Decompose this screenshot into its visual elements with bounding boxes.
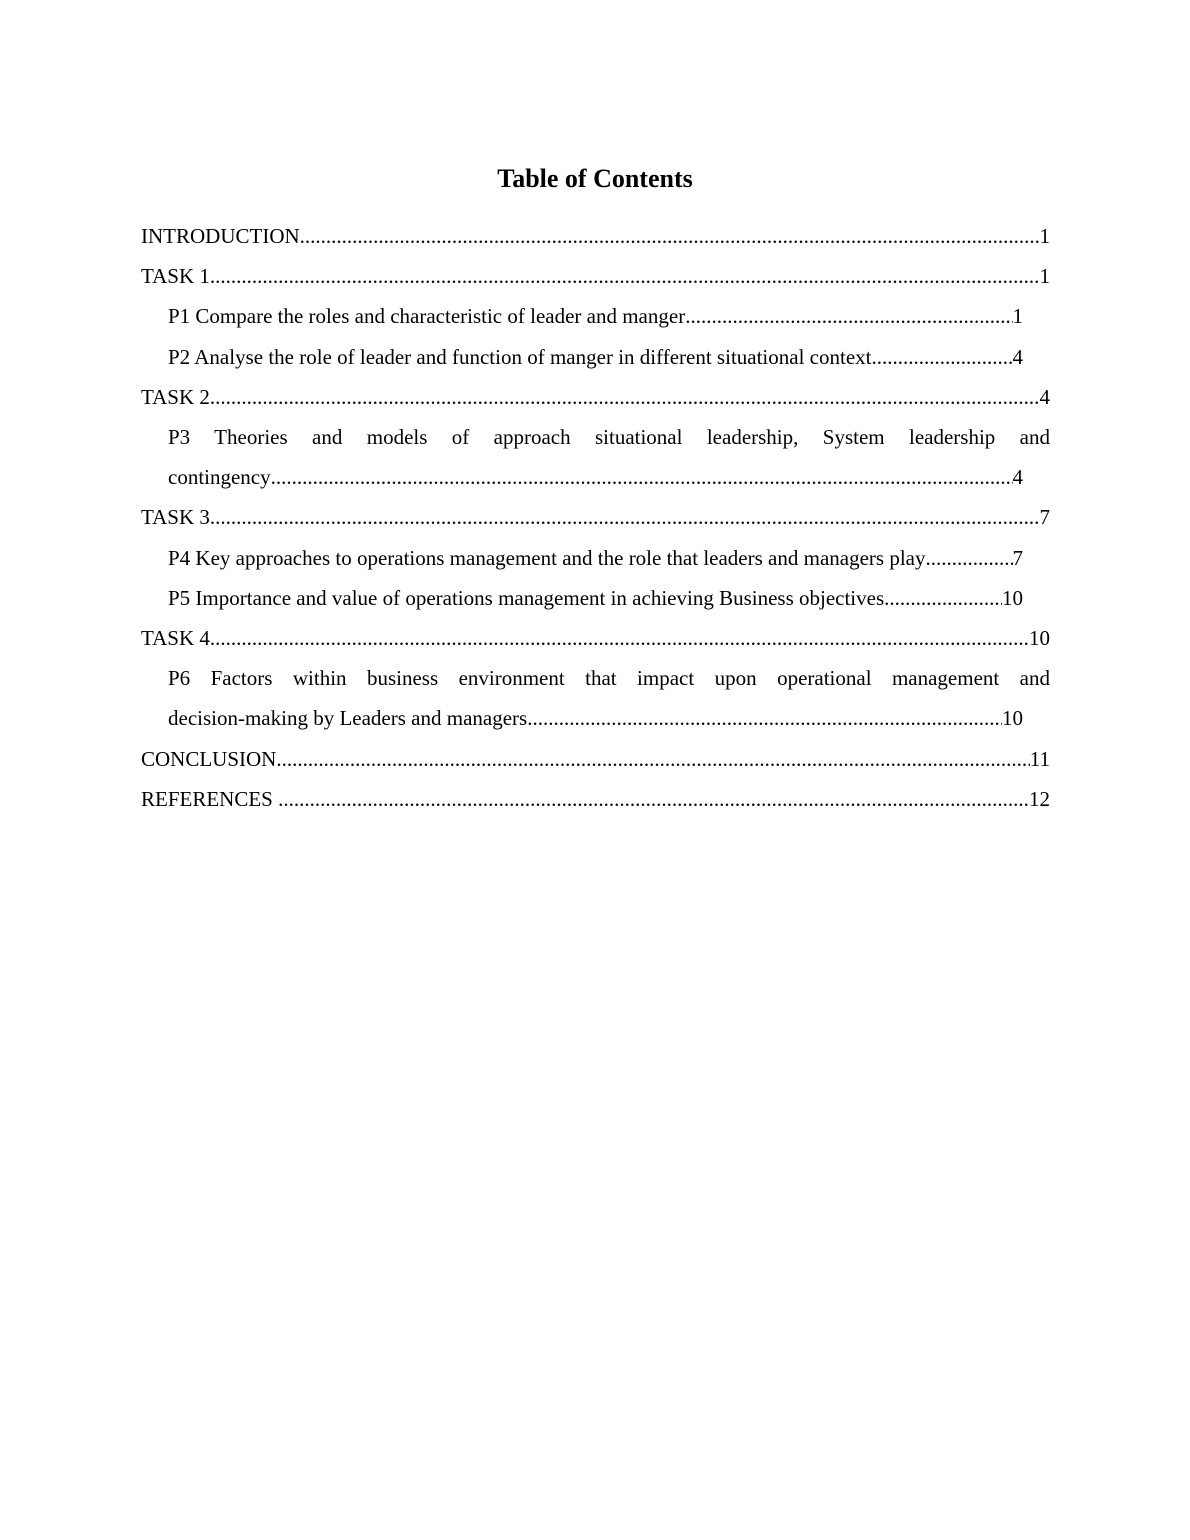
dot-leader: [210, 497, 1040, 537]
toc-entry-label: INTRODUCTION: [141, 224, 300, 248]
toc-entry-p6[interactable]: [141, 658, 1050, 738]
toc-entry-task-2[interactable]: [141, 377, 1050, 417]
toc-page-number: 4: [1039, 384, 1050, 409]
dot-leader: [871, 337, 1012, 377]
dot-leader: [210, 377, 1040, 417]
dot-leader: [210, 256, 1040, 296]
toc-page-number: 1: [1039, 264, 1050, 289]
dot-leader: [685, 296, 1012, 336]
toc-page-number: 4: [1012, 344, 1023, 369]
toc-entry-p2[interactable]: [141, 337, 1023, 377]
dot-leader: [527, 698, 1002, 738]
dot-leader: [925, 538, 1012, 578]
toc-entry-p4[interactable]: [141, 538, 1023, 578]
toc-entry-references[interactable]: [141, 779, 1050, 819]
toc-entry-introduction[interactable]: [141, 216, 1050, 256]
toc-entry-label: P2 Analyse the role of leader and function of manger in different situational context: [168, 344, 872, 369]
toc-entry-conclusion[interactable]: [141, 739, 1050, 779]
toc-page-number: 10: [1029, 626, 1050, 651]
toc-page-number: 4: [1012, 465, 1023, 490]
toc-title: Table of Contents: [497, 164, 693, 193]
toc-entry-label-continued: decision-making by Leaders and managers: [168, 706, 528, 731]
toc-entry-task-1[interactable]: [141, 256, 1050, 296]
toc-entry-label: TASK 1: [141, 264, 210, 289]
toc-entry-label: REFERENCES: [141, 786, 279, 811]
toc-page-number: 12: [1029, 786, 1050, 811]
dot-leader: [278, 779, 1029, 819]
toc-page-number: 11: [1029, 746, 1050, 771]
toc-entry-label: TASK 2: [141, 384, 210, 409]
toc-entry-label: TASK 3: [141, 505, 210, 530]
toc-entry-task-3[interactable]: [141, 497, 1050, 537]
toc-entry-label: P5 Importance and value of operations management in achieving Business objectives: [168, 585, 885, 610]
toc-entry-label: TASK 4: [141, 626, 210, 651]
toc-page-number: 7: [1039, 505, 1050, 530]
toc-page-number: 10: [1002, 585, 1023, 610]
toc-page-number: 1: [1039, 224, 1050, 248]
toc-entry-label: P1 Compare the roles and characteristic of leader and manger: [168, 304, 686, 329]
toc-entry-p5[interactable]: [141, 578, 1023, 618]
toc-entry-label: P4 Key approaches to operations management and the role that leaders and managers play: [168, 545, 926, 570]
dot-leader: [884, 578, 1002, 618]
toc-page-number: 1: [1012, 304, 1023, 329]
table-of-contents: [141, 216, 1050, 819]
toc-entry-p3[interactable]: [141, 417, 1050, 497]
toc-entry-label: CONCLUSION: [141, 746, 277, 771]
toc-page-number: 10: [1002, 706, 1023, 731]
dot-leader: [276, 739, 1029, 779]
dot-leader: [300, 216, 1040, 256]
dot-leader: [210, 618, 1029, 658]
toc-entry-label: P3 Theories and models of approach situational leadership, System leadership and: [168, 425, 1050, 450]
dot-leader: [271, 457, 1013, 497]
toc-entry-task-4[interactable]: [141, 618, 1050, 658]
toc-entry-label-continued: contingency: [168, 465, 271, 490]
toc-page-number: 7: [1012, 545, 1023, 570]
toc-entry-p1[interactable]: [141, 296, 1023, 336]
toc-entry-label: P6 Factors within business environment that impact upon operational management and: [168, 666, 1050, 691]
